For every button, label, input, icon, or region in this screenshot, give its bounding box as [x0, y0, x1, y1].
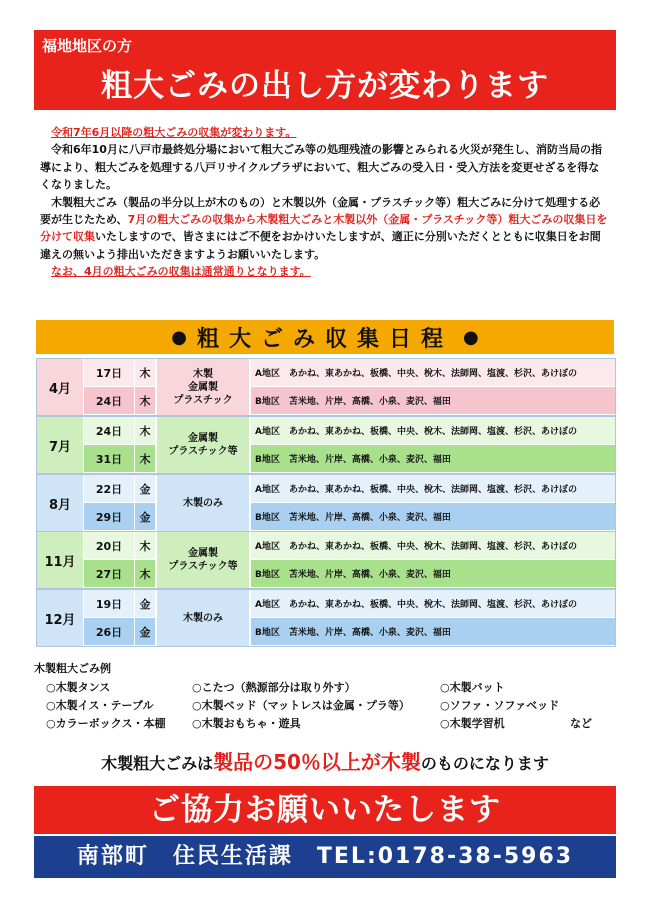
- example-item: ○こたつ（熱源部分は取り外す）: [192, 681, 356, 694]
- month-label: 11月: [37, 532, 83, 588]
- collection-date: 27日: [83, 560, 135, 587]
- month-label: 4月: [37, 359, 83, 415]
- example-item: ○木製イス・テーブル: [46, 699, 154, 712]
- collection-weekday: 木: [135, 560, 155, 587]
- month-label: 8月: [37, 475, 83, 531]
- contact-banner: 南部町 住民生活課 TEL:0178-38-5963: [34, 836, 616, 878]
- waste-type-label: 金属製 プラスチック等: [157, 417, 249, 473]
- area-b-label: B地区 苫米地、片岸、高橋、小泉、麦沢、福田: [251, 445, 615, 472]
- thanks-banner: ご協力お願いいたします: [34, 786, 616, 834]
- example-item: ○木製学習机: [440, 717, 505, 730]
- collection-weekday: 金: [135, 475, 155, 502]
- note-c: のものになります: [420, 754, 549, 773]
- example-item: ○ソファ・ソファベッド: [440, 699, 560, 712]
- note-b: 製品の50％以上が木製: [213, 750, 421, 774]
- example-item: ○木製おもちゃ・遊具: [192, 717, 301, 730]
- schedule-month-block: [36, 416, 616, 474]
- intro-paragraph-2: [40, 194, 610, 264]
- bullet-icon: ●: [171, 326, 187, 348]
- month-label: 7月: [37, 417, 83, 473]
- collection-date: 29日: [83, 503, 135, 530]
- example-item: ○木製バット: [440, 681, 505, 694]
- header-subtitle: 福地地区の方: [42, 37, 133, 55]
- collection-date: 24日: [83, 417, 135, 444]
- collection-weekday: 金: [135, 590, 155, 617]
- collection-date: 22日: [83, 475, 135, 502]
- example-item: ○カラーボックス・本棚: [46, 717, 166, 730]
- schedule-month-block: [36, 531, 616, 589]
- intro-last-line: なお、4月の粗大ごみの収集は通常通りとなります。: [51, 265, 311, 279]
- intro-paragraph-2-b: いたしますので、皆さまにはご不便をおかけいたしますが、適正に分別いただくとともに収集日をお間違えの無いよう排出いただきますようお願いいたします。: [40, 230, 601, 261]
- schedule-month-block: [36, 358, 616, 416]
- schedule-title: [36, 320, 614, 354]
- area-b-label: B地区 苫米地、片岸、高橋、小泉、麦沢、福田: [251, 503, 615, 530]
- bullet-icon: ●: [463, 326, 479, 348]
- area-a-label: A地区 あかね、東あかね、板橋、中央、梲木、法師岡、塩渡、杉沢、あけぼの: [251, 359, 615, 386]
- schedule-title-text: 粗大ごみ収集日程: [196, 326, 453, 352]
- area-a-label: A地区 あかね、東あかね、板橋、中央、梲木、法師岡、塩渡、杉沢、あけぼの: [251, 475, 615, 502]
- collection-date: 19日: [83, 590, 135, 617]
- area-b-label: B地区 苫米地、片岸、高橋、小泉、麦沢、福田: [251, 387, 615, 414]
- intro-paragraph-2-red: 7月の粗大ごみの収集から木製粗大ごみと木製以外（金属・プラスチック等）粗大ごみの収集日を分けて収集: [40, 213, 608, 244]
- area-b-label: B地区 苫米地、片岸、高橋、小泉、麦沢、福田: [251, 618, 615, 645]
- schedule-month-block: [36, 474, 616, 532]
- area-a-label: A地区 あかね、東あかね、板橋、中央、梲木、法師岡、塩渡、杉沢、あけぼの: [251, 532, 615, 559]
- waste-type-label: 木製のみ: [157, 475, 249, 531]
- waste-type-label: 木製 金属製 プラスチック: [157, 359, 249, 415]
- example-item: ○木製ベッド（マットレスは金属・プラ等）: [192, 699, 410, 712]
- area-a-label: A地区 あかね、東あかね、板橋、中央、梲木、法師岡、塩渡、杉沢、あけぼの: [251, 590, 615, 617]
- collection-weekday: 木: [135, 445, 155, 472]
- examples-heading: 木製粗大ごみ例: [34, 662, 111, 675]
- collection-date: 26日: [83, 618, 135, 645]
- header-banner: [34, 30, 616, 110]
- collection-weekday: 木: [135, 532, 155, 559]
- collection-weekday: 木: [135, 359, 155, 386]
- collection-date: 31日: [83, 445, 135, 472]
- collection-date: 24日: [83, 387, 135, 414]
- waste-type-label: 木製のみ: [157, 590, 249, 646]
- collection-date: 20日: [83, 532, 135, 559]
- intro-paragraph-1: 令和6年10月に八戸市最終処分場において粗大ごみ等の処理残渣の影響とみられる火災が発生し、消防当局の指導により、粗大ごみを処理する八戸リサイクルプラザにおいて、粗大ごみの受入日・受入方法を変更せざるを得なくなりました。: [40, 143, 602, 192]
- wood-definition-note: [0, 746, 650, 775]
- month-label: 12月: [37, 590, 83, 646]
- intro-headline: 令和7年6月以降の粗大ごみの収集が変わります。: [51, 126, 297, 139]
- area-b-label: B地区 苫米地、片岸、高橋、小泉、麦沢、福田: [251, 560, 615, 587]
- schedule-month-block: [36, 589, 616, 647]
- intro-text: [40, 124, 610, 281]
- example-item: ○木製タンス: [46, 681, 111, 694]
- collection-weekday: 金: [135, 503, 155, 530]
- intro-paragraph-2-a: 木製粗大ごみ（製品の半分以上が木のもの）と木製以外（金属・プラスチック等）粗大ごみに分けて処理する必要が生じたため、: [40, 195, 601, 227]
- collection-weekday: 木: [135, 417, 155, 444]
- area-a-label: A地区 あかね、東あかね、板橋、中央、梲木、法師岡、塩渡、杉沢、あけぼの: [251, 417, 615, 444]
- examples-etc: など: [570, 717, 592, 730]
- collection-date: 17日: [83, 359, 135, 386]
- waste-type-label: 金属製 プラスチック等: [157, 532, 249, 588]
- note-a: 木製粗大ごみは: [101, 754, 214, 773]
- header-title: 粗大ごみの出し方が変わります: [101, 68, 549, 104]
- collection-weekday: 金: [135, 618, 155, 645]
- collection-weekday: 木: [135, 387, 155, 414]
